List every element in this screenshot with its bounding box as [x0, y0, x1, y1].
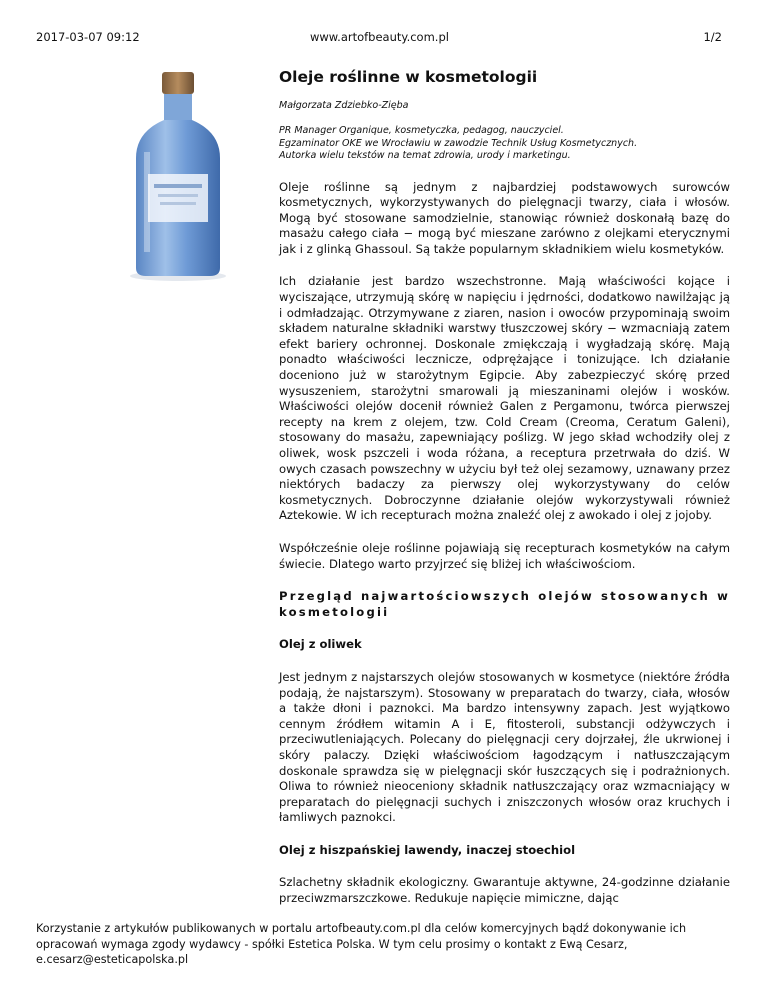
- print-datetime: 2017-03-07 09:12: [36, 30, 140, 44]
- author-bio-line: Autorka wielu tekstów na temat zdrowia, urody i marketingu.: [279, 150, 571, 161]
- author-bio-line: Egzaminator OKE we Wrocławiu w zawodzie Technik Usług Kosmetycznych.: [279, 137, 638, 149]
- oil-bottle-icon: [100, 62, 256, 286]
- article-author: Małgorzata Zdziebko-Zięba: [279, 100, 409, 111]
- oil-bottle-photo: [100, 62, 256, 286]
- author-bio-line: PR Manager Organique, kosmetyczka, pedagog, nauczyciel.: [279, 125, 564, 136]
- section-heading: Przegląd najwartościowszych olejów stosowanych w kosmetologii: [279, 589, 730, 619]
- paragraph-olive-oil: Jest jednym z najstarszych olejów stosowanych w kosmetyce (niektóre źródła podają, że najstarszym). Stosowany w preparatach do twarzy, ciała, włosów a także dłoni i paznokci. Ma bardzo intensywny zapach. Jest wyjątkowo cennym źródłem witamin A i E, fitosteroli, substancji odżywczych i przeciwutleniających. Polecany do pielęgnacji cery dojrzałej, źle ukrwionej i skóry palaczy. Dzięki właściwościom łagodzącym i natłuszczającym doskonale sprawdza się w pielęgnacji skór łuszczących się i podrażnionych. Oliwa to również nieoceniony składnik natłuszczający oraz wzmacniający w preparatach do pielęgnacji suchych i zniszczonych włosów oraz kruchych i łamliwych paznokci.: [279, 669, 730, 825]
- copyright-notice: Korzystanie z artykułów publikowanych w portalu artofbeauty.com.pl dla celów komercyjnych bądź dokonywanie ich opracowań wymaga zgody wydawcy - spółki Estetica Polska. W tym celu prosimy o kontakt z Ewą Cesarz, e.cesarz@esteticapolska.pl: [36, 921, 736, 968]
- paragraph-modern: Współcześnie oleje roślinne pojawiają się recepturach kosmetyków na całym świecie. Dlatego warto przyjrzeć się bliżej ich właściwościom.: [279, 540, 730, 571]
- print-site-url: www.artofbeauty.com.pl: [310, 30, 449, 44]
- print-page-number: 1/2: [703, 30, 722, 44]
- article-title: Oleje roślinne w kosmetologii: [279, 68, 538, 86]
- paragraph-lavender-oil: Szlachetny składnik ekologiczny. Gwarantuje aktywne, 24-godzinne działanie przeciwzmarszczkowe. Redukuje napięcie mimiczne, dając: [279, 875, 730, 906]
- article-body: [279, 68, 730, 924]
- lavender-oil-heading: Olej z hiszpańskiej lawendy, inaczej stoechiol: [279, 842, 576, 857]
- author-bio: [279, 125, 730, 163]
- olive-oil-heading: Olej z oliwek: [279, 637, 362, 652]
- paragraph-intro: Oleje roślinne są jednym z najbardziej podstawowych surowców kosmetycznych, wykorzystywanych do pielęgnacji twarzy, ciała i włosów. Mogą być stosowane samodzielnie, stanowiąc również doskonałą bazę do masażu całego ciała − mogą być mieszane zarówno z olejkami eterycznymi jak i z glinką Ghassoul. Są także popularnym składnikiem wielu kosmetyków.: [279, 179, 730, 256]
- paragraph-history: Ich działanie jest bardzo wszechstronne. Mają właściwości kojące i wyciszające, utrzymują skórę w napięciu i jędrności, dodatkowo nawilżając ją i odmładzając. Otrzymywane z ziaren, nasion i owoców przypominają swoim składem naturalne składniki warstwy tłuszczowej skóry − wzmacniają zatem efekt bariery ochronnej. Doskonale zmiękczają i wygładzają skórę. Mają ponadto właściwości lecznicze, odprężające i tonizujące. Ich działanie doceniono już w starożytnym Egipcie. Aby zabezpieczyć skórę przed wysuszeniem, starożytni smarowali ją mieszaninami olejów i wosków. Właściwości olejów docenił również Galen z Pergamonu, twórca pierwszej recepty na krem z olejem, tzw. Cold Cream (Creoma, Ceratum Galeni), stosowany do masażu, zapewniający poślizg. W jego skład wchodziły olej z oliwek, wosk pszczeli i woda różana, a receptura przetrwała do dziś. W owych czasach powszechny w użyciu był też olej sezamowy, uznawany przez niektórych badaczy za pierwszy olej wykorzystywany do celów kosmetycznych. Dobroczynne działanie olejów wykorzystywali również Aztekowie. W ich recepturach można znaleźć olej z awokado i olej z jojoby.: [279, 274, 730, 523]
